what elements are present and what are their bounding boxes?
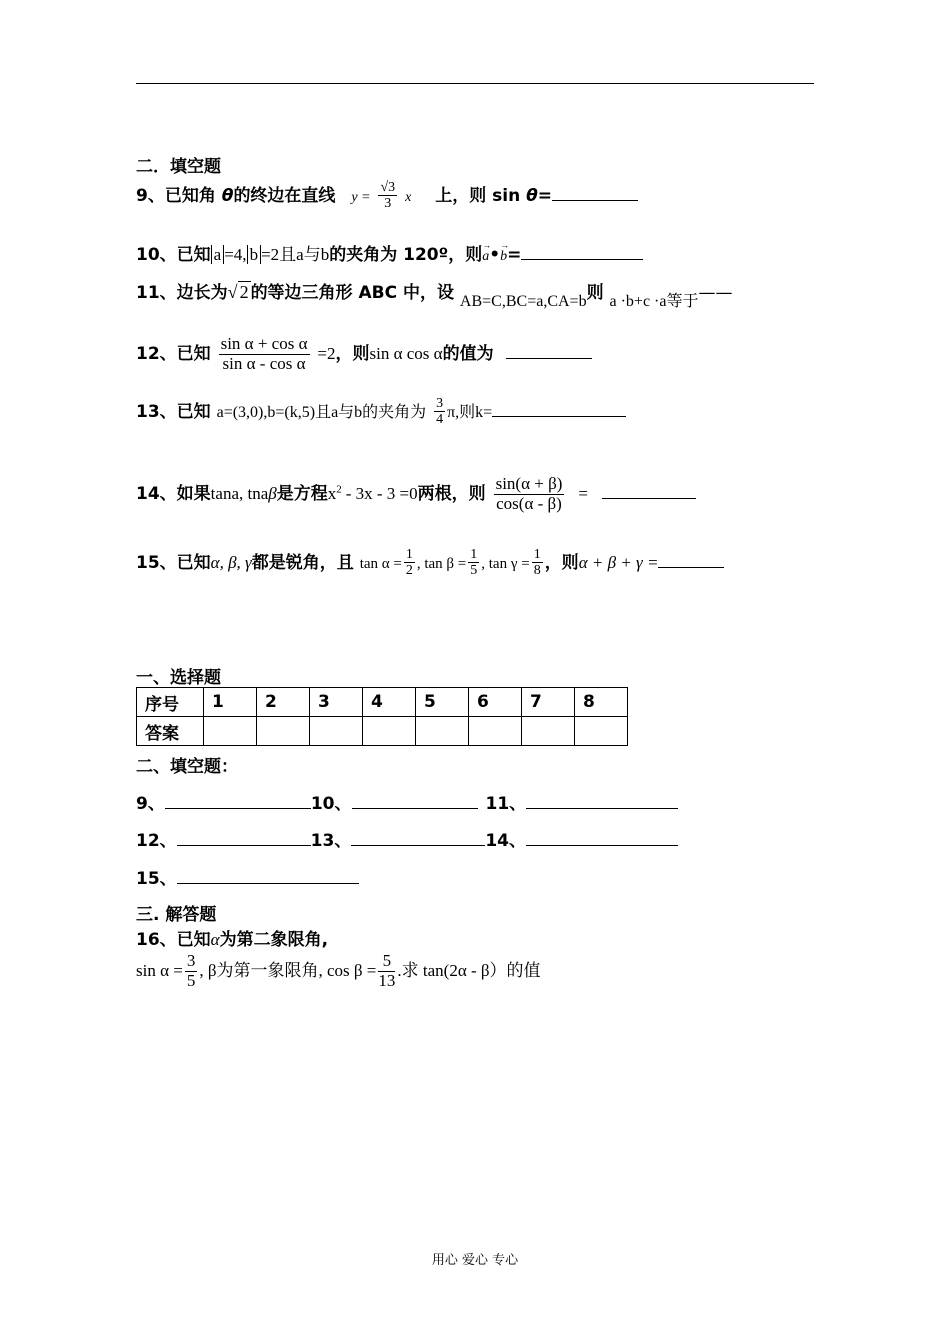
page-footer: 用心 爱心 专心 — [431, 1253, 519, 1268]
answer-cell[interactable] — [416, 717, 469, 746]
section-title-solve: 三. 解答题 — [136, 905, 217, 925]
question-11: 11、边长为√ 2 的等边三角形 ABC 中，设 AB=C,BC=a,CA=b则 a ·b+c ·a等于—— — [136, 282, 733, 310]
answer-cell[interactable] — [363, 717, 416, 746]
answer-table — [136, 687, 628, 746]
header-rule — [136, 83, 814, 84]
section-title-fill: 二．填空题 — [136, 157, 221, 177]
table-row: 序号 1 2 3 4 5 6 7 8 — [137, 688, 628, 717]
answer-blanks-row-1: 9、 10、 11、 — [136, 789, 678, 814]
question-15: 15、已知α, β, γ都是锐角，且 tan α = $\frac{1}{2}$ , tan β = $\frac{1}{5}$ , tan γ = $\frac{1}{8}$ ，则α + β + γ = — [136, 547, 724, 579]
answer-blanks-row-3: 15、 — [136, 864, 359, 889]
question-9: 9、已知角 θ的终边在直线 y = $\frac{√3}{3}$ x 上，则 sin θ= — [136, 180, 638, 212]
question-16: 16、已知α为第二象限角, — [136, 930, 329, 950]
question-16-body: sin α = $\frac{3}{5}$ , β为第一象限角, cos β = $\frac{5}{13}$ .求 tan(2α - β）的值 — [136, 951, 541, 990]
section-title-fill-answers: 二、填空题： — [136, 757, 238, 777]
answer-cell[interactable] — [204, 717, 257, 746]
answer-cell[interactable] — [522, 717, 575, 746]
question-12: 12、已知 $\frac{\text{sin α + cos α}}{\text{sin α - cos α}}$ =2，则sin α cos α的值为 — [136, 335, 592, 373]
answer-cell[interactable] — [257, 717, 310, 746]
table-row: 答案 — [137, 717, 628, 746]
answer-cell[interactable] — [469, 717, 522, 746]
section-title-choice: 一、选择题 — [136, 668, 221, 688]
question-13: 13、已知 a=(3,0),b=(k,5)且a与b的夹角为 $\frac{3}{4}$ π,则k= — [136, 396, 626, 428]
answer-cell[interactable] — [575, 717, 628, 746]
question-14: 14、如果tana, tnaβ是方程$x^2 - 3x - 3 =0$两根，则 $\frac{\sin(\alpha + \beta)}{\cos(\alpha - \beta)}$ = — [136, 475, 696, 513]
answer-cell[interactable] — [310, 717, 363, 746]
question-10: 10、已知 a =4, b =2且a与b的夹角为 120º，则→ a•→ b= — [136, 240, 643, 265]
answer-blanks-row-2: 12、 13、 14、 — [136, 826, 678, 851]
